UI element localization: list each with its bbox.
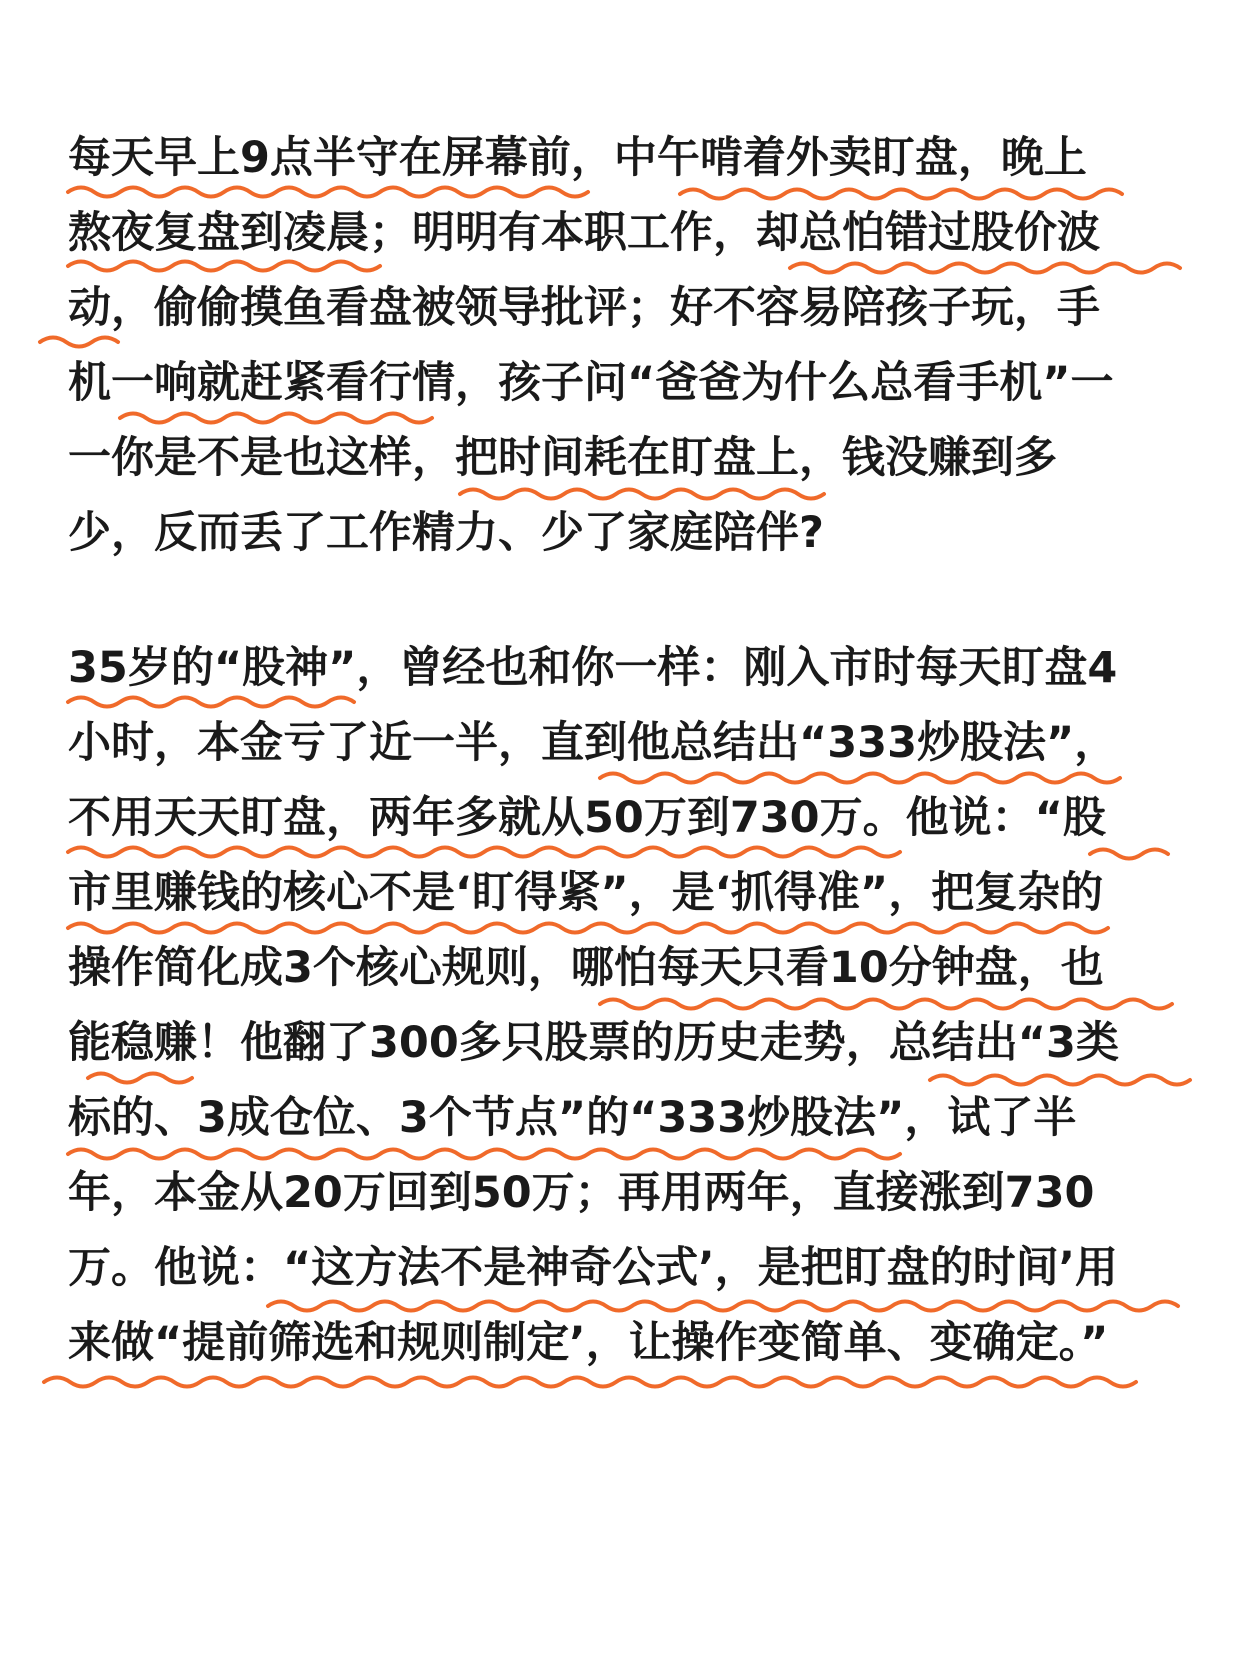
text-line <box>68 503 1188 583</box>
text-line <box>68 1088 1188 1168</box>
text-line <box>68 638 1188 718</box>
text-line-content: 小时，本金亏了近一半，直到他总结出“333炒股法”， <box>68 718 1118 768</box>
text-line-content: 不用天天盯盘，两年多就从50万到730万。他说：“股 <box>68 793 1106 843</box>
text-line <box>68 428 1188 508</box>
text-line-content: 来做“提前筛选和规则制定’，让操作变简单、变确定。” <box>68 1318 1109 1368</box>
text-line <box>68 1313 1188 1393</box>
text-line <box>68 713 1188 793</box>
text-line <box>68 938 1188 1018</box>
text-line-content: 一你是不是也这样，把时间耗在盯盘上，钱没赚到多 <box>68 433 1057 483</box>
text-line-content: 年，本金从20万回到50万；再用两年，直接涨到730 <box>68 1168 1095 1218</box>
text-line <box>68 278 1188 358</box>
text-line <box>68 1013 1188 1093</box>
text-line-content: 少，反而丢了工作精力、少了家庭陪伴? <box>68 508 824 558</box>
text-line-content: 能稳赚！他翻了300多只股票的历史走势，总结出“3类 <box>68 1018 1119 1068</box>
text-line <box>68 128 1188 208</box>
text-line-content: 操作简化成3个核心规则，哪怕每天只看10分钟盘，也 <box>68 943 1104 993</box>
text-line <box>68 203 1188 283</box>
text-line-content: 动，偷偷摸鱼看盘被领导批评；好不容易陪孩子玩，手 <box>68 283 1100 333</box>
text-line <box>68 788 1188 868</box>
text-line <box>68 1163 1188 1243</box>
text-line-content: 每天早上9点半守在屏幕前，中午啃着外卖盯盘，晚上 <box>68 133 1087 183</box>
text-line-content: 熬夜复盘到凌晨；明明有本职工作，却总怕错过股价波 <box>68 208 1100 258</box>
text-line-content: 35岁的“股神”，曾经也和你一样：刚入市时每天盯盘4 <box>68 643 1118 693</box>
text-line-content: 万。他说：“这方法不是神奇公式’，是把盯盘的时间’用 <box>68 1243 1118 1293</box>
text-line <box>68 1238 1188 1318</box>
text-line-content: 市里赚钱的核心不是‘盯得紧”，是‘抓得准”，把复杂的 <box>68 868 1104 918</box>
text-line-content: 机一响就赶紧看行情，孩子问“爸爸为什么总看手机”一 <box>68 358 1114 408</box>
text-line-content: 标的、3成仓位、3个节点”的“333炒股法”，试了半 <box>68 1093 1077 1143</box>
text-line <box>68 863 1188 943</box>
text-line <box>68 353 1188 433</box>
